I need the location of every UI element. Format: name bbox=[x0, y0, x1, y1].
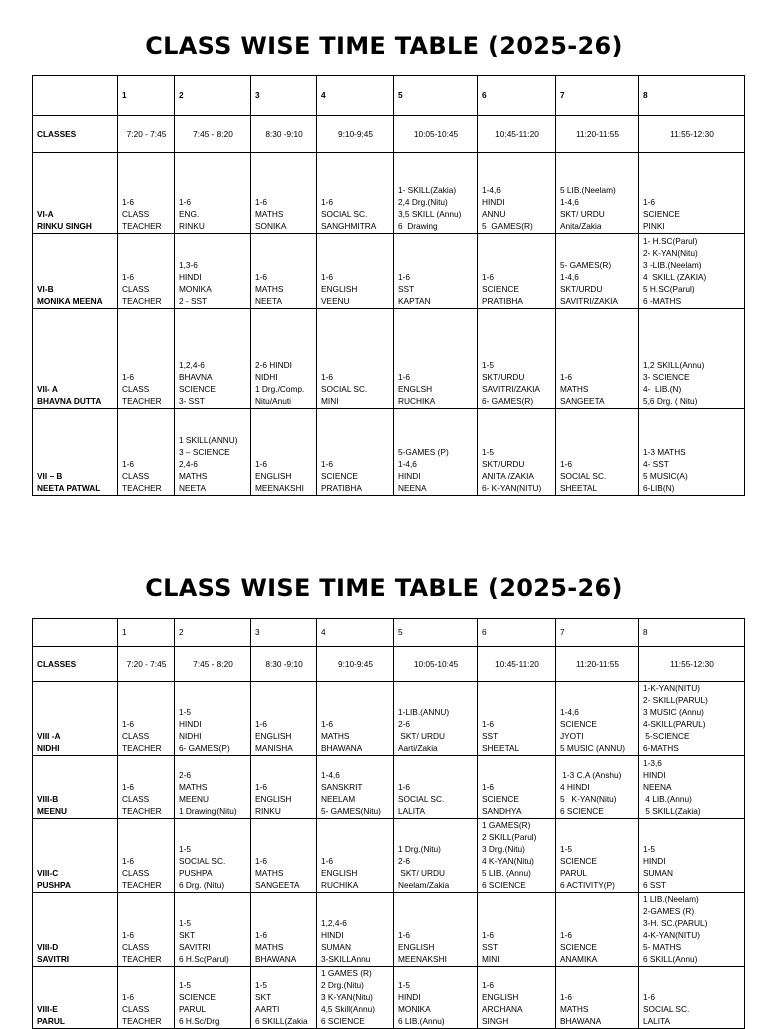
table-cell: 1 GAMES (R) 2 Drg.(Nitu) 3 K-YAN(Nitu) 4,5 Skill(Annu) 6 SCIENCE bbox=[317, 967, 394, 1029]
table-cell: 1-6 ENGLISH RUCHIKA bbox=[317, 819, 394, 893]
table-cell: 6 bbox=[478, 76, 556, 116]
table-cell: 11:20-11:55 bbox=[556, 647, 639, 682]
table-cell: 7:45 - 8:20 bbox=[175, 116, 251, 153]
table-cell: 1 SKILL(ANNU) 3 – SCIENCE 2,4-6 MATHS NEETA bbox=[175, 409, 251, 496]
row-header-cell: VIII-D SAVITRI bbox=[33, 893, 118, 967]
table-cell: 1-6 CLASS TEACHER bbox=[118, 819, 175, 893]
table-cell: 6 bbox=[478, 619, 556, 647]
table-cell: 1-6 SCIENCE PRATIBHA bbox=[317, 409, 394, 496]
table-cell: 1-6 CLASS TEACHER bbox=[118, 409, 175, 496]
table-cell: 5-GAMES (P) 1-4,6 HINDI NEENA bbox=[394, 409, 478, 496]
table-row bbox=[33, 967, 745, 1029]
table-row bbox=[33, 234, 745, 309]
table-cell: 11:55-12:30 bbox=[639, 116, 745, 153]
table-cell: 11:20-11:55 bbox=[556, 116, 639, 153]
table-cell: 1-5 SKT/URDU SAVITRI/ZAKIA 6- GAMES(R) bbox=[478, 309, 556, 409]
table-cell: 1-5 HINDI SUMAN 6 SST bbox=[639, 819, 745, 893]
table-cell: 7:45 - 8:20 bbox=[175, 647, 251, 682]
table-cell: 5 LIB.(Neelam) 1-4,6 SKT/ URDU Anita/Zakia bbox=[556, 153, 639, 234]
period-time-row bbox=[33, 116, 745, 153]
table-cell: 1-5 SCIENCE PARUL 6 ACTIVITY(P) bbox=[556, 819, 639, 893]
table-cell: 9:10-9:45 bbox=[317, 647, 394, 682]
table-cell: 1-6 SOCIAL SC. MINI bbox=[317, 309, 394, 409]
table-cell: 1 bbox=[118, 76, 175, 116]
table-cell: 1 bbox=[118, 619, 175, 647]
row-header-cell: VIII-E PARUL bbox=[33, 967, 118, 1029]
table-cell: 1-6 CLASS TEACHER bbox=[118, 893, 175, 967]
table-row bbox=[33, 153, 745, 234]
row-header-cell: VI-B MONIKA MEENA bbox=[33, 234, 118, 309]
table-cell: 1-6 SCIENCE SANDHYA bbox=[478, 756, 556, 819]
table-cell: 5- GAMES(R) 1-4,6 SKT/URDU SAVITRI/ZAKIA bbox=[556, 234, 639, 309]
timetable-2 bbox=[32, 618, 745, 1029]
row-header-cell: VI-A RINKU SINGH bbox=[33, 153, 118, 234]
table-cell: 8 bbox=[639, 76, 745, 116]
table-cell: 1-6 ENGLISH ARCHANA SINGH bbox=[478, 967, 556, 1029]
table-cell: 1-LIB.(ANNU) 2-6 SKT/ URDU Aarti/Zakia bbox=[394, 682, 478, 756]
table-cell: 1,2,4-6 HINDI SUMAN 3-SKILLAnnu bbox=[317, 893, 394, 967]
table-cell: 1-6 ENGLISH MEENAKSHI bbox=[251, 409, 317, 496]
table-cell: 1-5 HINDI MONIKA 6 LIB.(Annu) bbox=[394, 967, 478, 1029]
table-cell: 4 bbox=[317, 76, 394, 116]
table-cell: 8 bbox=[639, 619, 745, 647]
table-cell: 10:45-11:20 bbox=[478, 116, 556, 153]
table-row bbox=[33, 893, 745, 967]
table-cell: 7 bbox=[556, 76, 639, 116]
table-cell: 1 LIB.(Neelam) 2-GAMES (R) 3-H. SC.(PARUL) 4-K-YAN(NITU) 5- MATHS 6 SKILL(Annu) bbox=[639, 893, 745, 967]
table-cell: 1-6 MATHS NEETA bbox=[251, 234, 317, 309]
row-header-cell bbox=[33, 619, 118, 647]
table-cell: 2 bbox=[175, 619, 251, 647]
table-cell: 4 bbox=[317, 619, 394, 647]
row-header-cell: CLASSES bbox=[33, 647, 118, 682]
table-row bbox=[33, 682, 745, 756]
table-cell: 1-5 SKT/URDU ANITA /ZAKIA 6- K-YAN(NITU) bbox=[478, 409, 556, 496]
table-row bbox=[33, 409, 745, 496]
table-cell: 1-6 SST MINI bbox=[478, 893, 556, 967]
table-cell: 1-6 SST SHEETAL bbox=[478, 682, 556, 756]
table-cell: 1-6 ENGLISH RINKU bbox=[251, 756, 317, 819]
table-cell: 1-5 SOCIAL SC. PUSHPA 6 Drg. (Nitu) bbox=[175, 819, 251, 893]
table-cell: 1-6 MATHS SONIKA bbox=[251, 153, 317, 234]
table-cell: 10:05-10:45 bbox=[394, 647, 478, 682]
table-cell: 1 GAMES(R) 2 SKILL(Parul) 3 Drg.(Nitu) 4 K-YAN(Nitu) 5 LIB. (Annu) 6 SCIENCE bbox=[478, 819, 556, 893]
table-cell: 1-6 CLASS TEACHER bbox=[118, 153, 175, 234]
table-cell: 1-6 ENGLISH VEENU bbox=[317, 234, 394, 309]
table-cell: 1,2,4-6 BHAVNA SCIENCE 3- SST bbox=[175, 309, 251, 409]
table-cell: 1-4,6 SCIENCE JYOTI 5 MUSIC (ANNU) bbox=[556, 682, 639, 756]
table-row bbox=[33, 819, 745, 893]
table-cell: 1-6 MATHS BHAWANA bbox=[556, 967, 639, 1029]
table-cell: 1- H.SC(Parul) 2- K-YAN(Nitu) 3 -LIB.(Neelam) 4 SKILL (ZAKIA) 5 H.SC(Parul) 6 -MATHS bbox=[639, 234, 745, 309]
table-cell: 1-6 ENGLISH MANISHA bbox=[251, 682, 317, 756]
table-cell: 1-5 SKT AARTI 6 SKILL(Zakia bbox=[251, 967, 317, 1029]
table-cell: 1-6 CLASS TEACHER bbox=[118, 756, 175, 819]
table-row bbox=[33, 309, 745, 409]
row-header-cell: VIII-C PUSHPA bbox=[33, 819, 118, 893]
table-cell: 8:30 -9:10 bbox=[251, 116, 317, 153]
table-cell: 1-5 SKT SAVITRI 6 H.Sc(Parul) bbox=[175, 893, 251, 967]
page-title-1: CLASS WISE TIME TABLE (2025-26) bbox=[145, 32, 623, 60]
table-cell: 1-6 SOCIAL SC. SANGHMITRA bbox=[317, 153, 394, 234]
table-cell: 7:20 - 7:45 bbox=[118, 116, 175, 153]
row-header-cell: VIII-B MEENU bbox=[33, 756, 118, 819]
table-cell: 1-6 SOCIAL SC. LALITA bbox=[639, 967, 745, 1029]
page-title-2: CLASS WISE TIME TABLE (2025-26) bbox=[145, 574, 623, 602]
timetable-1 bbox=[32, 75, 745, 496]
row-header-cell: VII- A BHAVNA DUTTA bbox=[33, 309, 118, 409]
table-cell: 1-4,6 SANSKRIT NEELAM 5- GAMES(Nitu) bbox=[317, 756, 394, 819]
table-cell: 1-6 SOCIAL SC. LALITA bbox=[394, 756, 478, 819]
table-cell: 1-4,6 HINDI ANNU 5 GAMES(R) bbox=[478, 153, 556, 234]
table-cell: 1-6 CLASS TEACHER bbox=[118, 682, 175, 756]
table-cell: 1,2 SKILL(Annu) 3- SCIENCE 4- LIB.(N) 5,6 Drg. ( Nitu) bbox=[639, 309, 745, 409]
table-cell: 1 Drg.(Nitu) 2-6 SKT/ URDU Neelam/Zakia bbox=[394, 819, 478, 893]
table-cell: 1-6 SST KAPTAN bbox=[394, 234, 478, 309]
row-header-cell: CLASSES bbox=[33, 116, 118, 153]
table-cell: 8:30 -9:10 bbox=[251, 647, 317, 682]
table-cell: 1-6 MATHS BHAWANA bbox=[251, 893, 317, 967]
table-cell: 1-6 CLASS TEACHER bbox=[118, 234, 175, 309]
table-cell: 7:20 - 7:45 bbox=[118, 647, 175, 682]
table-cell: 9:10-9:45 bbox=[317, 116, 394, 153]
table-cell: 1-3,6 HINDI NEENA 4 LIB.(Annu) 5 SKILL(Zakia) bbox=[639, 756, 745, 819]
row-header-cell bbox=[33, 76, 118, 116]
table-row bbox=[33, 756, 745, 819]
table-cell: 1-5 HINDI NIDHI 6- GAMES(P) bbox=[175, 682, 251, 756]
row-header-cell: VII – B NEETA PATWAL bbox=[33, 409, 118, 496]
table-cell: 7 bbox=[556, 619, 639, 647]
table-cell: 1-6 SOCIAL SC. SHEETAL bbox=[556, 409, 639, 496]
table-cell: 1-K-YAN(NITU) 2- SKILL(PARUL) 3 MUSIC (Annu) 4-SKILL(PARUL) 5-SCIENCE 6-MATHS bbox=[639, 682, 745, 756]
table-cell: 10:05-10:45 bbox=[394, 116, 478, 153]
table-cell: 2-6 HINDI NIDHI 1 Drg./Comp. Nitu/Anuti bbox=[251, 309, 317, 409]
period-number-row bbox=[33, 76, 745, 116]
period-time-row bbox=[33, 647, 745, 682]
row-header-cell: VIII -A NIDHI bbox=[33, 682, 118, 756]
table-cell: 1-6 CLASS TEACHER bbox=[118, 309, 175, 409]
table-cell: 3 bbox=[251, 619, 317, 647]
table-cell: 2-6 MATHS MEENU 1 Drawing(Nitu) bbox=[175, 756, 251, 819]
table-cell: 1-3 C.A (Anshu) 4 HINDI 5 K-YAN(Nitu) 6 SCIENCE bbox=[556, 756, 639, 819]
table-cell: 11:55-12:30 bbox=[639, 647, 745, 682]
table-cell: 1-6 ENG. RINKU bbox=[175, 153, 251, 234]
table-cell: 1-6 SCIENCE ANAMIKA bbox=[556, 893, 639, 967]
table-cell: 1-3 MATHS 4- SST 5 MUSIC(A) 6-LIB(N) bbox=[639, 409, 745, 496]
table-cell: 1- SKILL(Zakia) 2,4 Drg.(Nitu) 3,5 SKILL (Annu) 6 Drawing bbox=[394, 153, 478, 234]
table-cell: 1-6 MATHS SANGEETA bbox=[251, 819, 317, 893]
table-cell: 1,3-6 HINDI MONIKA 2 - SST bbox=[175, 234, 251, 309]
table-cell: 2 bbox=[175, 76, 251, 116]
table-cell: 5 bbox=[394, 76, 478, 116]
table-cell: 10:45-11:20 bbox=[478, 647, 556, 682]
table-cell: 1-6 ENGLSH RUCHIKA bbox=[394, 309, 478, 409]
table-cell: 1-6 MATHS BHAWANA bbox=[317, 682, 394, 756]
table-cell: 1-6 SCIENCE PRATIBHA bbox=[478, 234, 556, 309]
table-cell: 1-6 MATHS SANGEETA bbox=[556, 309, 639, 409]
period-number-row bbox=[33, 619, 745, 647]
table-cell: 5 bbox=[394, 619, 478, 647]
table-cell: 3 bbox=[251, 76, 317, 116]
table-cell: 1-5 SCIENCE PARUL 6 H.Sc/Drg bbox=[175, 967, 251, 1029]
table-cell: 1-6 ENGLISH MEENAKSHI bbox=[394, 893, 478, 967]
table-cell: 1-6 CLASS TEACHER bbox=[118, 967, 175, 1029]
table-cell: 1-6 SCIENCE PINKI bbox=[639, 153, 745, 234]
